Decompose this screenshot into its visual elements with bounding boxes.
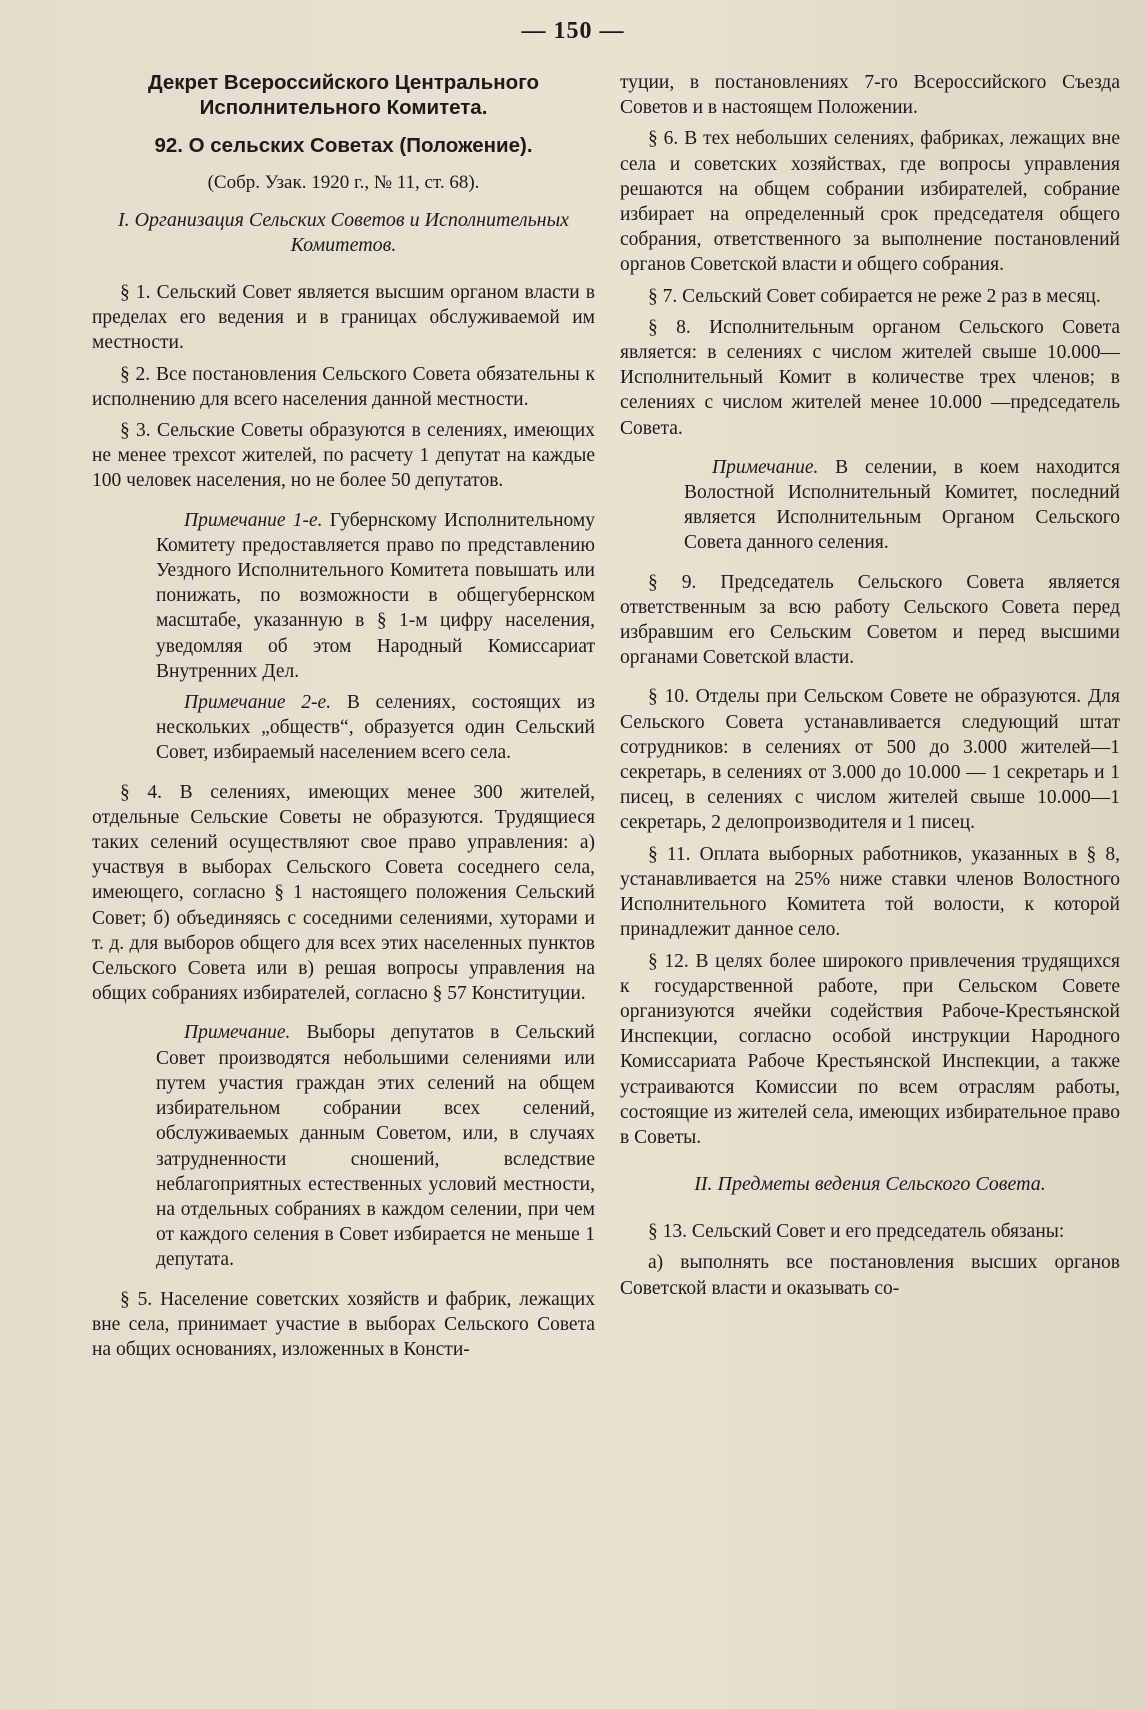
paragraph-6: § 6. В тех небольших селениях, фабриках, лежащих вне села и советских хозяйствах, где вопросы управления решаются на общем собрании избирателей, собрание избирает на определенный срок председателя общего собрания, ответственного за выполнение постановлений органов Советской власти и общего собрания. bbox=[620, 128, 1120, 276]
note-4 bbox=[684, 455, 1120, 556]
paragraph-5: § 5. Население советских хозяйств и фабрик, лежащих вне села, принимает участие в выборах Сельского Совета на общих основаниях, изложенных в Консти- bbox=[92, 1288, 595, 1360]
paragraph-8: § 8. Исполнительным органом Сельского Совета является: в селениях с числом жителей свыше 10.000—Исполнительный Комит в количестве трех членов; в селениях с числом жителей менее 10.000 —председатель Совета. bbox=[620, 316, 1120, 439]
document-heading: 92. О сельских Советах (Положение). bbox=[154, 134, 533, 157]
paragraph-3: § 3. Сельские Советы образуются в селениях, имеющих не менее трехсот жителей, по расчету 1 депутат на каждые 100 человек населения, но не более 50 депутатов. bbox=[92, 420, 595, 492]
paragraph-13a: а) выполнять все постановления высших органов Советской власти и оказывать со- bbox=[620, 1252, 1120, 1299]
left-column bbox=[92, 70, 595, 1362]
section-title-1: I. Организация Сельских Советов и Исполнительных Комитетов. bbox=[117, 209, 570, 256]
paragraph-13: § 13. Сельский Совет и его председатель обязаны: bbox=[648, 1221, 1065, 1243]
paragraph-2: § 2. Все постановления Сельского Совета обязательны к исполнению для всего населения данной местности. bbox=[92, 363, 595, 410]
section-title-2: II. Предметы ведения Сельского Совета. bbox=[694, 1173, 1046, 1196]
right-column bbox=[620, 70, 1120, 1301]
note-2 bbox=[156, 690, 595, 766]
note-4-label: Примечание. bbox=[712, 456, 819, 478]
note-2-label: Примечание 2-е. bbox=[184, 692, 332, 714]
note-1-label: Примечание 1-е. bbox=[184, 509, 323, 531]
paragraph-10: § 10. Отделы при Сельском Совете не образуются. Для Сельского Совета устанавливается следующий штат сотрудников: в селениях от 500 до 3.000 жителей—1 секретарь, в селениях от 3.000 до 10.000 — 1 секретарь и 1 писец, в селениях с числом жителей свыше 10.000—1 секретарь, 2 делопроизводителя и 1 писец. bbox=[620, 686, 1120, 834]
note-3-label: Примечание. bbox=[184, 1022, 291, 1044]
note-2-text: В селениях, состоящих из нескольких „обществ“, образуется один Сельский Совет, избираемый населением всего села. bbox=[156, 692, 595, 764]
note-4-text: В селении, в коем находится Волостной Исполнительный Комитет, последний является Исполнительным Органом Сельского Совета данного селения. bbox=[684, 456, 1120, 554]
citation: (Собр. Узак. 1920 г., № 11, ст. 68). bbox=[207, 172, 480, 193]
paragraph-12: § 12. В целях более широкого привлечения трудящихся к государственной работе, при Сельском Совете организуются ячейки содействия Рабоче-Крестьянской Инспекции, согласно особой инструкции Народного Комиссариата Рабоче Крестьянской Инспекции, а также устраиваются Комиссии по всем отраслям работы, состоящие из жителей села, имеющих избирательное право в Советы. bbox=[620, 950, 1120, 1148]
paragraph-9: § 9. Председатель Сельского Совета является ответственным за всю работу Сельского Совета перед избравшим его Сельским Советом и перед высшими органами Советской власти. bbox=[620, 571, 1120, 669]
note-1 bbox=[156, 508, 595, 684]
paragraph-5-continued: туции, в постановлениях 7-го Всероссийского Съезда Советов и в настоящем Положении. bbox=[620, 72, 1120, 119]
note-1-text: Губернскому Исполнительному Комитету предоставляется право по представлению Уездного Исполнительного Комитета повышать или понижать, по возможности в общегубернском масштабе, указанную в § 1-м цифру населения, уведомляя об этом Народный Комиссариат Внутренних Дел. bbox=[156, 509, 595, 682]
note-3-text: Выборы депутатов в Сельский Совет производятся небольшими селениями или путем участия граждан этих селений на общем избирательном собрании всех селений, обслуживаемых данным Советом, или, в случаях затрудненности сношений, вследствие неблагоприятных естественных условий местности, на отдельных собраниях в каждом селении, при чем от каждого селения в Совет избирается не меньше 1 депутата. bbox=[156, 1022, 595, 1271]
decree-title: Декрет Всероссийского Центрального Исполнительного Комитета. bbox=[148, 71, 539, 119]
paragraph-7: § 7. Сельский Совет собирается не реже 2 раз в месяц. bbox=[648, 285, 1101, 307]
note-3 bbox=[156, 1020, 595, 1272]
paragraph-11: § 11. Оплата выборных работников, указанных в § 8, устанавливается на 25% ниже ставки членов Волостного Исполнительного Комитета той волости, к которой принадлежит данное село. bbox=[620, 843, 1120, 941]
paragraph-4: § 4. В селениях, имеющих менее 300 жителей, отдельные Сельские Советы не образуются. Трудящиеся таких селений осуществляют свое право управления: а) участвуя в выборах Сельского Совета соседнего села, имеющего, согласно § 1 настоящего положения Сельский Совет; б) объединяясь с соседними селениями, хуторами и т. д. для выборов общего для всех этих населенных пунктов Сельского Совета или в) решая вопросы управления на общих собраниях избирателей, согласно § 57 Конституции. bbox=[92, 781, 595, 1005]
page-number: — 150 — bbox=[521, 18, 625, 44]
paragraph-1: § 1. Сельский Совет является высшим органом власти в пределах его ведения и в границах обслуживаемой им местности. bbox=[92, 282, 595, 354]
